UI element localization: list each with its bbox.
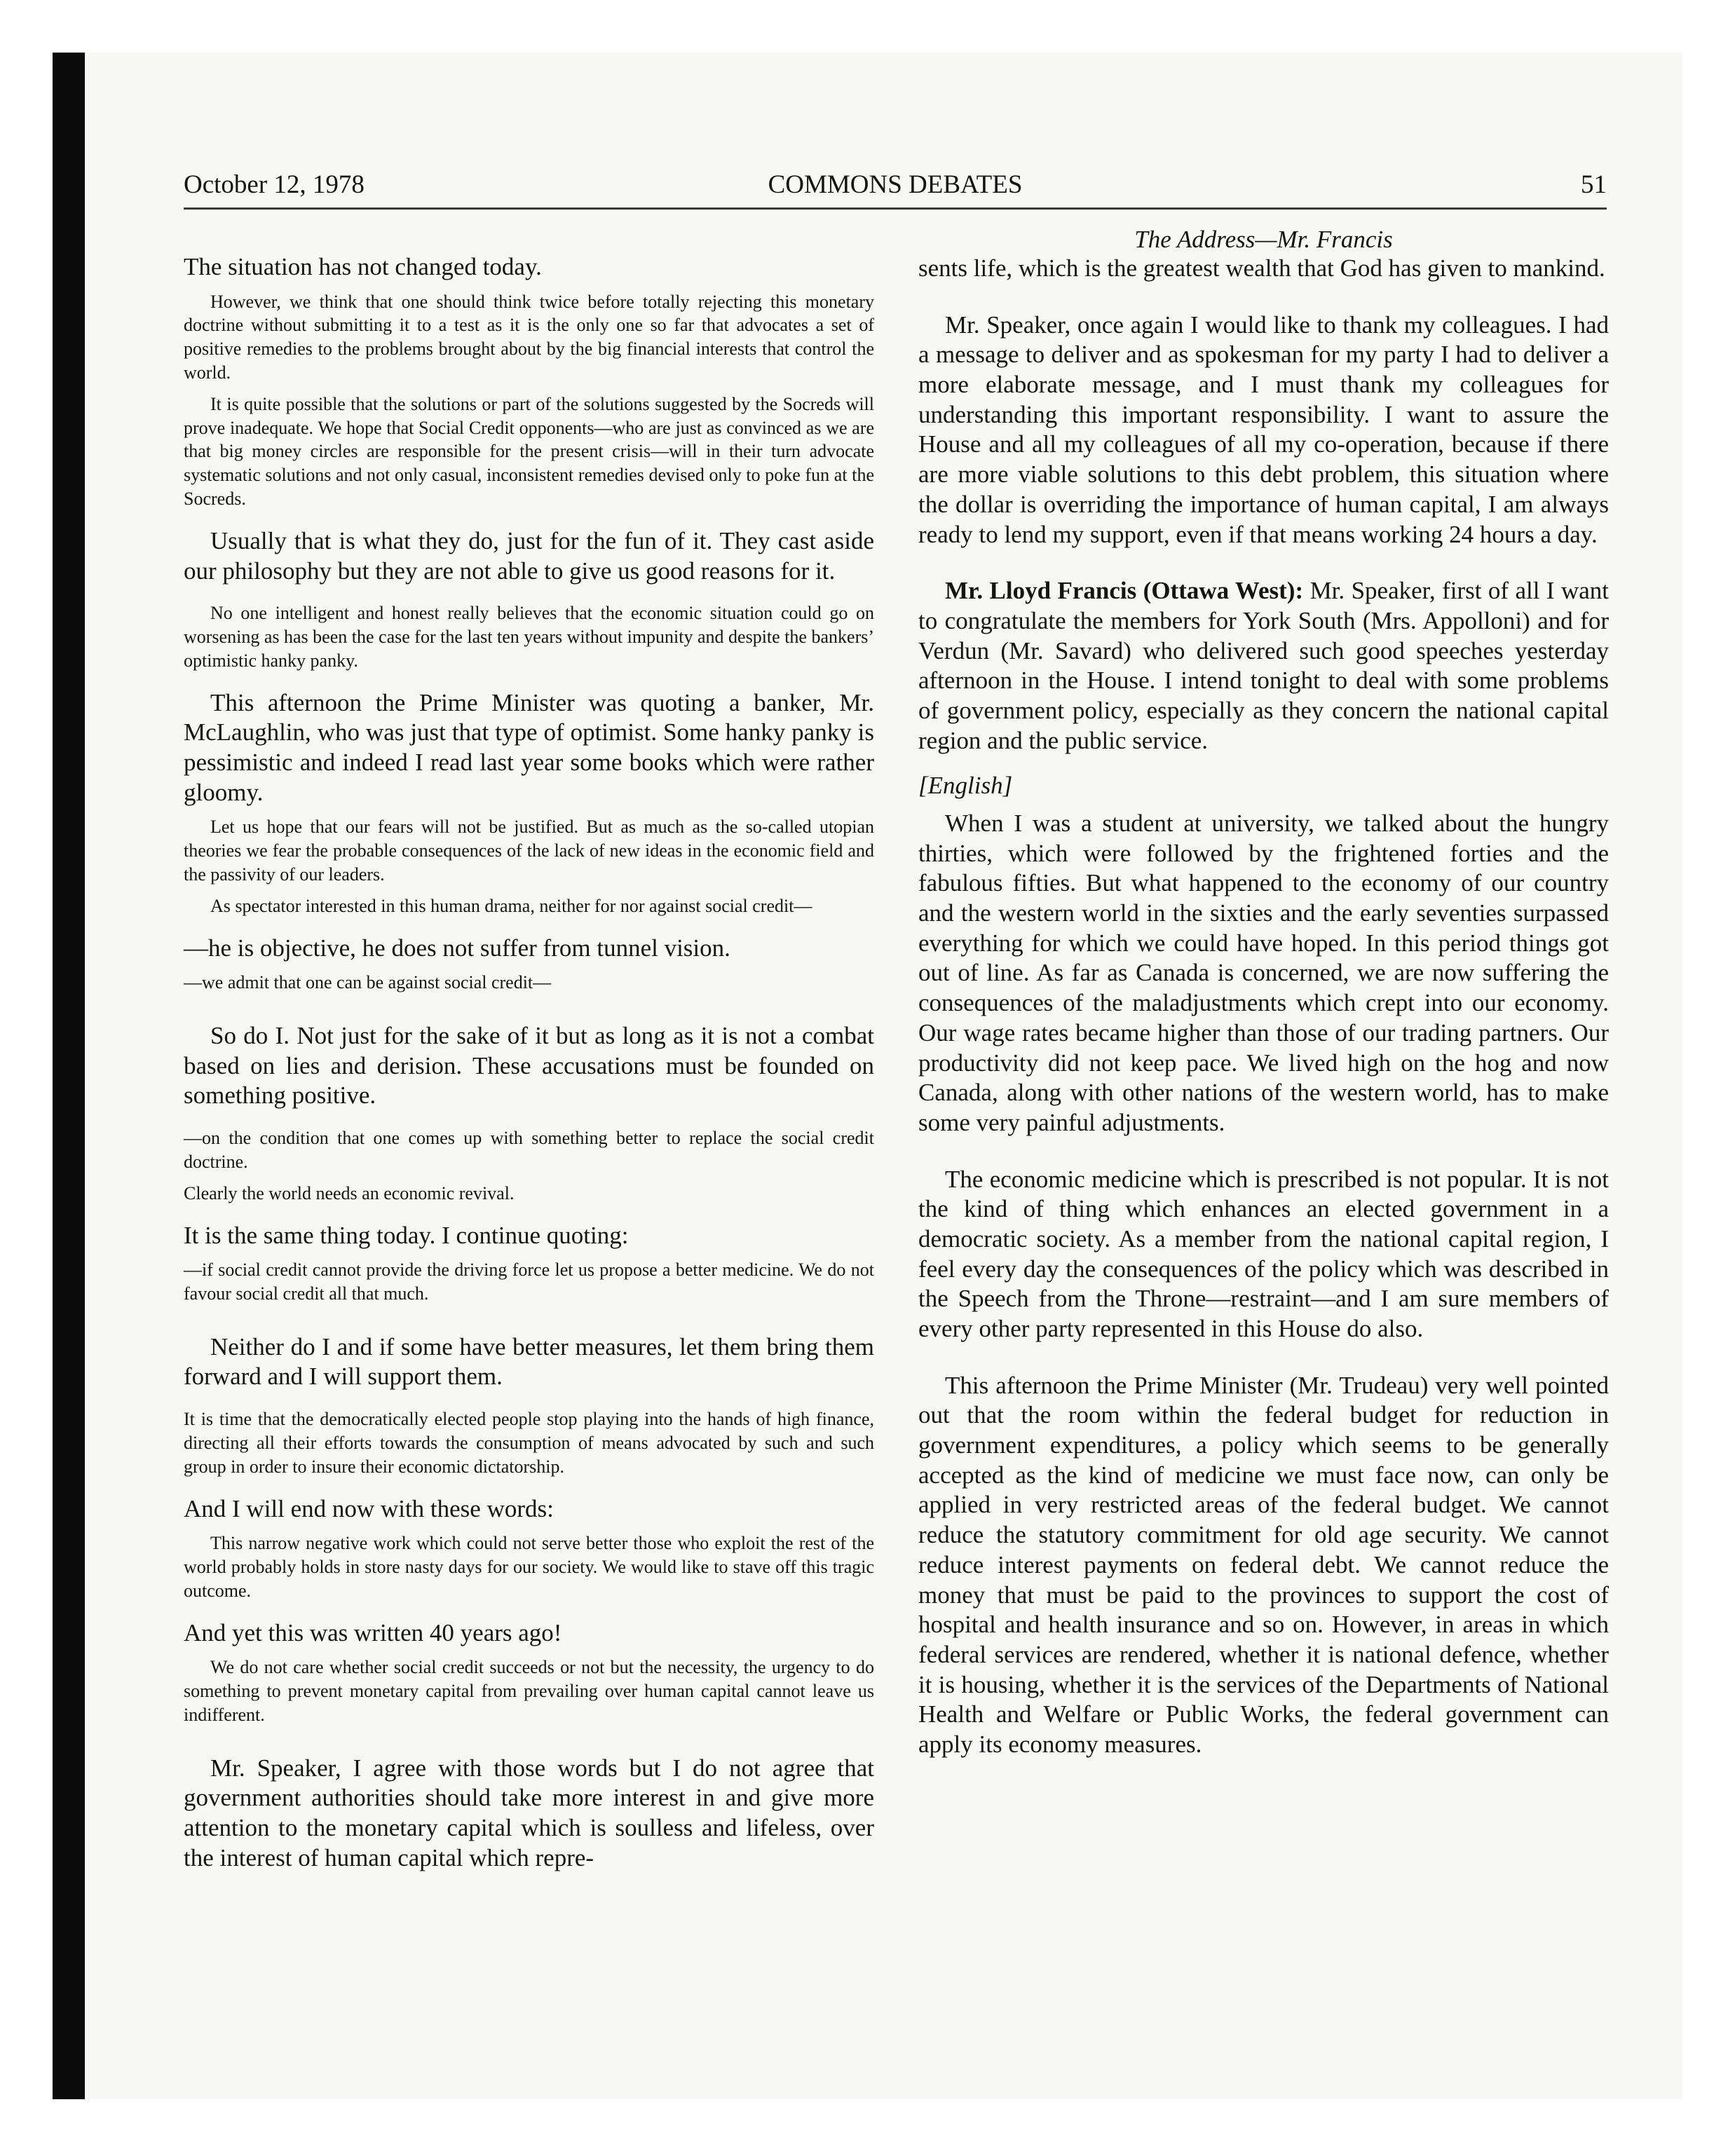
quoted-paragraph: No one intelligent and honest really believes that the economic situation could go on worsening as has been the case for the last ten years without impunity and despite the bankers’ optimistic hanky panky. xyxy=(184,603,874,671)
running-head: The Address—Mr. Francis xyxy=(1134,226,1393,253)
quoted-paragraph: —we admit that one can be against social credit— xyxy=(184,972,552,993)
right-column xyxy=(918,226,1609,1760)
left-column xyxy=(184,226,874,1873)
paragraph: The economic medicine which is prescribed is not popular. It is not the kind of thing which enhances an elected government in a democratic society. As a member from the national capital region, I feel every day the consequences of the policy which was described in the Speech from the Throne—restraint—and I am sure members of every other party represented in this House do also. xyxy=(918,1165,1609,1342)
paragraph: It is the same thing today. I continue quoting: xyxy=(184,1221,629,1249)
paragraph: And I will end now with these words: xyxy=(184,1494,554,1522)
paragraph: So do I. Not just for the sake of it but as long as it is not a combat based on lies and derision. These accusations must be founded on something positive. xyxy=(184,1022,874,1110)
paragraph: And yet this was written 40 years ago! xyxy=(184,1618,562,1646)
paragraph: The situation has not changed today. xyxy=(184,253,542,280)
paragraph: Mr. Speaker, once again I would like to thank my colleagues. I had a message to deliver and as spokesman for my party I had to deliver a more elaborate message, and I must thank my colleagues for understanding this important responsibility. I want to assure the House and all my colleagues of all my co-operation, because if there are more viable solutions to this debt problem, this situation where the dollar is overriding the importance of human capital, I am always ready to lend my support, even if that means working 24 hours a day. xyxy=(918,311,1609,548)
paragraph: sents life, which is the greatest wealth that God has given to mankind. xyxy=(918,254,1605,282)
quoted-paragraph: Let us hope that our fears will not be justified. But as much as the so-called utopian theories we fear the probable consequences of the lack of new ideas in the economic field and the passivity of our leaders. xyxy=(184,817,874,885)
quoted-paragraph: As spectator interested in this human drama, neither for nor against social credit— xyxy=(210,895,812,916)
paragraph: —he is objective, he does not suffer from tunnel vision. xyxy=(184,934,730,962)
quoted-paragraph: This narrow negative work which could not serve better those who exploit the rest of the world probably holds in store nasty days for our society. We would like to stave off this tragic outcome. xyxy=(184,1533,874,1601)
quoted-paragraph: —if social credit cannot provide the driving force let us propose a better medicine. We do not favour social credit all that much. xyxy=(184,1260,874,1304)
quoted-paragraph: It is time that the democratically elected people stop playing into the hands of high finance, directing all their efforts towards the consumption of means advocated by such and such group in order to insure their economic dictatorship. xyxy=(184,1409,874,1477)
quoted-paragraph: Clearly the world needs an economic revival. xyxy=(184,1182,515,1203)
quoted-paragraph: We do not care whether social credit succeeds or not but the necessity, the urgency to do something to prevent monetary capital from prevailing over human capital cannot leave us indifferent. xyxy=(184,1657,874,1725)
quoted-paragraph: It is quite possible that the solutions or part of the solutions suggested by the Socreds will prove inadequate. We hope that Social Credit opponents—who are just as convinced as we are that big money circles are responsible for the present crisis—will in their turn advocate systematic solutions and not only casual, inconsistent remedies devised only to poke fun at the Socreds. xyxy=(184,393,874,510)
quoted-paragraph: However, we think that one should think twice before totally rejecting this monetary doctrine without submitting it to a test as it is the only one so far that advocates a set of positive remedies to the problems brought about by the big financial interests that control the world. xyxy=(184,291,874,383)
quoted-paragraph: —on the condition that one comes up with something better to replace the social credit doctrine. xyxy=(184,1128,874,1172)
paragraph: This afternoon the Prime Minister (Mr. Trudeau) very well pointed out that the room within the federal budget for reduction in government expenditures, a policy which seems to be generally accepted as the kind of medicine we must face now, can only be applied in very restricted areas of the federal budget. We cannot reduce the statutory commitment for old age security. We cannot reduce interest payments on federal debt. We cannot reduce the money that must be paid to the provinces to support the cost of hospital and health insurance and so on. However, in areas in which federal services are rendered, whether it is national defence, whether it is housing, whether it is the services of the Departments of National Health and Welfare or Public Works, the federal government can apply its economy measures. xyxy=(918,1371,1609,1758)
paragraph: Mr. Speaker, I agree with those words but I do not agree that government authorities should take more interest in and give more attention to the monetary capital which is soulless and lifeless, over the interest of human capital which repre- xyxy=(184,1754,874,1871)
scan-edge xyxy=(53,53,85,2099)
page-number: 51 xyxy=(1581,170,1607,199)
header-publication: COMMONS DEBATES xyxy=(768,170,1023,199)
header-date: October 12, 1978 xyxy=(184,170,365,199)
speaker-name: Mr. Lloyd Francis (Ottawa West): xyxy=(945,577,1304,605)
paragraph: This afternoon the Prime Minister was quoting a banker, Mr. McLaughlin, who was just that type of optimist. Some hanky panky is pessimistic and indeed I read last year some books which were rather gloomy. xyxy=(184,688,874,806)
paragraph: When I was a student at university, we talked about the hungry thirties, which were followed by the frightened forties and the fabulous fifties. But what happened to the economy of our country and the western world in the sixties and the early seventies surpassed everything for which we could have hoped. In this period things got out of line. As far as Canada is concerned, we are now suffering the consequences of the maladjustments which crept into our economy. Our wage rates became higher than those of our trading partners. Our productivity did not keep pace. We lived high on the hog and now Canada, along with other nations of the western world, has to make some very painful adjustments. xyxy=(918,810,1609,1136)
language-marker: [English] xyxy=(918,772,1013,800)
page-header xyxy=(184,167,1607,210)
paragraph: Neither do I and if some have better measures, let them bring them forward and I will support them. xyxy=(184,1332,874,1391)
speech-opening xyxy=(918,576,1609,756)
paragraph: Usually that is what they do, just for the fun of it. They cast aside our philosophy but they are not able to give us good reasons for it. xyxy=(184,526,874,585)
speech-text: Mr. Speaker, first of all I want to congratulate the members for York South (Mrs. Appolloni) and for Verdun (Mr. Savard) who delivered such good speeches yesterday afternoon in the House. I intend tonight to deal with some problems of government policy, especially as they concern the national capital region and the public service. xyxy=(918,577,1609,754)
